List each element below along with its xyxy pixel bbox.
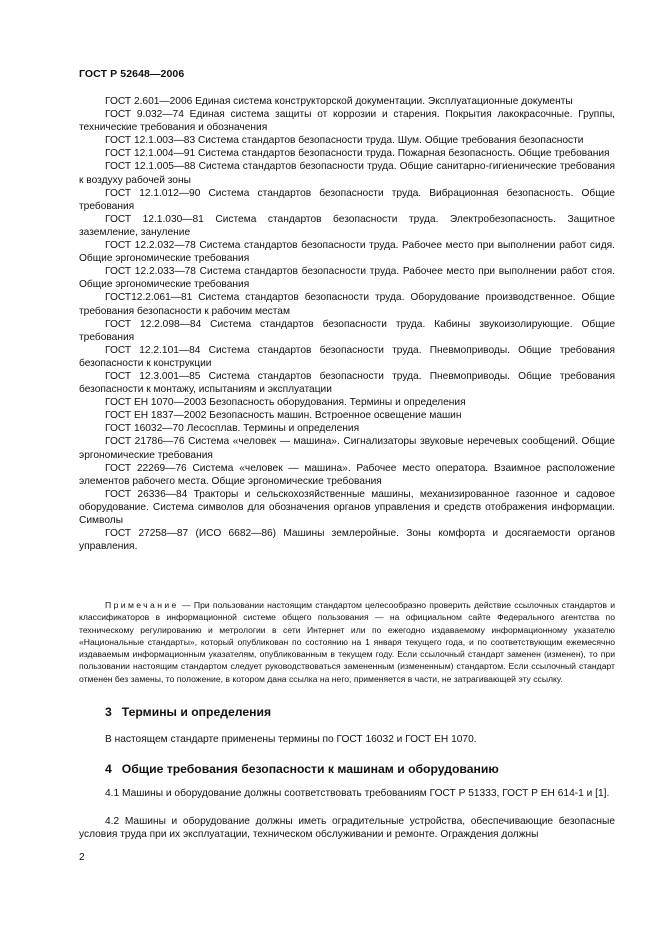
- reference-item: ГОСТ 12.1.012—90 Система стандартов безопасности труда. Вибрационная безопасность. Общие требования: [79, 187, 615, 212]
- reference-item: ГОСТ 12.2.098—84 Система стандартов безопасности труда. Кабины звукоизолирующие. Общие требования: [79, 318, 615, 343]
- section-4-heading: [105, 762, 499, 776]
- reference-item: ГОСТ 12.2.032—78 Система стандартов безопасности труда. Рабочее место при выполнении работ сидя. Общие эргономические требования: [79, 240, 615, 265]
- reference-item: ГОСТ 12.1.004—91 Система стандартов безопасности труда. Пожарная безопасность. Общие требования: [105, 148, 610, 160]
- section-3-heading: [105, 705, 271, 719]
- note-label: Примечание: [105, 600, 179, 610]
- reference-item: ГОСТ 2.601—2006 Единая система конструкторской документации. Эксплуатационные документы: [105, 96, 573, 107]
- reference-item: ГОСТ 22269—76 Система «человек — машина». Рабочее место оператора. Взаимное расположение элементов рабочего места. Общие эргономические требования: [79, 462, 615, 487]
- section-4-number: 4: [105, 762, 112, 776]
- page-number: 2: [79, 852, 85, 863]
- reference-item: ГОСТ 26336—84 Тракторы и сельскохозяйственные машины, механизированное газонное и садовое оборудование. Система символов для обозначения органов управления и средств отображения информации. Символы: [79, 488, 615, 526]
- reference-item: ГОСТ 9.032—74 Единая система защиты от коррозии и старения. Покрытия лакокрасочные. Группы, технические требования и обозначения: [79, 109, 615, 134]
- reference-item: ГОСТ 12.3.001—85 Система стандартов безопасности труда. Пневмоприводы. Общие требования безопасности к монтажу, испытаниям и эксплуатации: [79, 370, 615, 396]
- section-3-title: Термины и определения: [121, 705, 272, 719]
- reference-item: ГОСТ 27258—87 (ИСО 6682—86) Машины землеройные. Зоны комфорта и досягаемости органов управления.: [79, 528, 615, 553]
- reference-item: ГОСТ ЕН 1070—2003 Безопасность оборудования. Термины и определения: [105, 397, 466, 409]
- reference-item: ГОСТ 12.1.005—88 Система стандартов безопасности труда. Общие санитарно-гигиенические требования к воздуху рабочей зоны: [79, 161, 615, 186]
- section-3-text: В настоящем стандарте применены термины по ГОСТ 16032 и ГОСТ ЕН 1070.: [105, 734, 477, 745]
- reference-item: ГОСТ 12.2.033—78 Система стандартов безопасности труда. Рабочее место при выполнении работ стоя. Общие эргономические требования: [79, 266, 615, 291]
- reference-item: ГОСТ 12.2.101—84 Система стандартов безопасности труда. Пневмоприводы. Общие требования безопасности к конструкции: [79, 344, 615, 369]
- reference-item: ГОСТ 12.1.030—81 Система стандартов безопасности труда. Электробезопасность. Защитное заземление, зануление: [79, 213, 615, 238]
- section-4-paragraph-1: 4.1 Машины и оборудование должны соответствовать требованиям ГОСТ Р 51333, ГОСТ Р ЕН 614-1 и [1].: [105, 788, 610, 799]
- references-list: [79, 95, 615, 553]
- reference-item: ГОСТ 12.1.003—83 Система стандартов безопасности труда. Шум. Общие требования безопасности: [105, 135, 584, 147]
- note-text: — При пользовании настоящим стандартом целесообразно проверить действие ссылочных стандартов и классификаторов в информационной системе общего пользования — на официальном сайте Федерального агентства по техническому регулированию и метрологии в сети Интернет или по ежегодно издаваемому информационному указателю «Национальные стандарты», который опубликован по состоянию на 1 января текущего года, и по соответствующим ежемесячно издаваемым информационным указателям, опубликованным в текущем году. Если ссылочный стандарт заменен (изменен), то при пользовании настоящим стандартом следует руководствоваться замененным (измененным) стандартом. Если ссылочный стандарт отменен без замены, то положение, в котором дана ссылка на него, применяется в части, не затрагивающей эту ссылку.: [79, 600, 616, 684]
- reference-item: ГОСТ ЕН 1837—2002 Безопасность машин. Встроенное освещение машин: [105, 410, 462, 422]
- section-4-title: Общие требования безопасности к машинам и оборудованию: [121, 762, 499, 776]
- section-4-paragraph-2: 4.2 Машины и оборудование должны иметь оградительные устройства, обеспечивающие безопасные условия труда при их эксплуатации, техническом обслуживании и ремонте. Ограждения должны: [79, 816, 615, 841]
- reference-item: ГОСТ 16032—70 Лесосплав. Термины и определения: [105, 423, 360, 435]
- document-header: ГОСТ Р 52648—2006: [79, 68, 185, 80]
- reference-item: ГОСТ12.2.061—81 Система стандартов безопасности труда. Оборудование производственное. Общие требования безопасности к рабочим местам: [79, 292, 615, 317]
- reference-item: ГОСТ 21786—76 Система «человек — машина». Сигнализаторы звуковые неречевых сообщений. Общие эргономические требования: [79, 436, 615, 461]
- section-3-number: 3: [105, 705, 112, 719]
- note-block: [79, 599, 615, 685]
